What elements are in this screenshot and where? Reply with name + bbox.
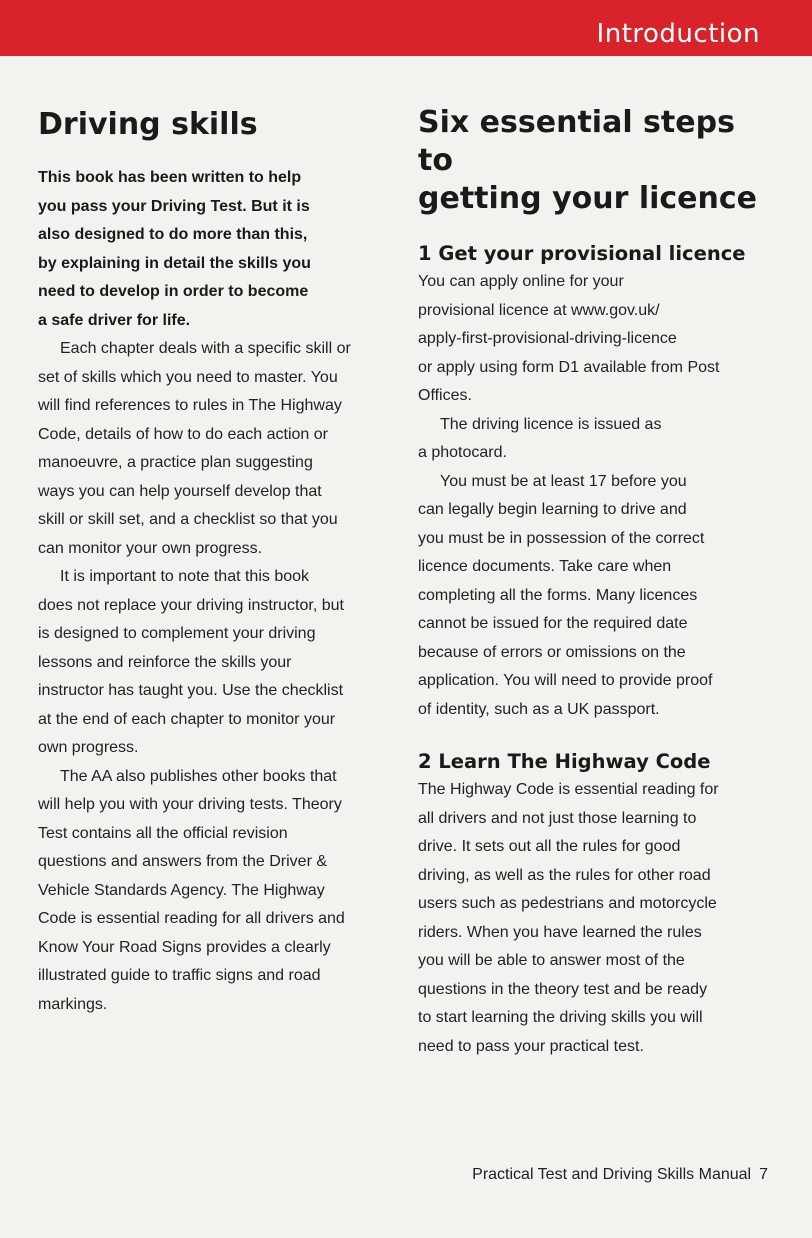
left-column: [38, 106, 390, 1019]
text-line: users such as pedestrians and motorcycle: [418, 895, 717, 912]
text-line: can monitor your own progress.: [38, 539, 263, 557]
text-line: instructor has taught you. Use the checklist: [38, 682, 344, 699]
text-line: is designed to complement your driving: [38, 625, 316, 642]
text-line: illustrated guide to traffic signs and road: [38, 967, 321, 984]
text-line: can legally begin learning to drive and: [418, 501, 687, 518]
text-line: also designed to do more than this,: [38, 226, 308, 243]
page-footer: [472, 1166, 768, 1184]
paragraph: [38, 335, 390, 563]
paragraph: [418, 411, 770, 468]
text-line: lessons and reinforce the skills your: [38, 653, 292, 671]
text-line: riders. When you have learned the rules: [418, 923, 702, 941]
paragraph: [418, 268, 770, 411]
text-line: Six essential steps to: [418, 105, 735, 178]
text-line: You must be at least 17 before you: [440, 472, 687, 490]
text-line: set of skills which you need to master. You: [38, 368, 338, 386]
text-line: a safe driver for life.: [38, 311, 191, 329]
text-line: Offices.: [418, 387, 472, 404]
intro-lead: [38, 164, 390, 335]
text-line: a photocard.: [418, 444, 507, 461]
text-line: Test contains all the official revision: [38, 824, 288, 842]
text-line: questions in the theory test and be ready: [418, 980, 708, 998]
text-line: You can apply online for your: [418, 273, 624, 290]
text-line: skill or skill set, and a checklist so that you: [38, 511, 338, 528]
paragraph: [38, 563, 390, 763]
text-line: cannot be issued for the required date: [418, 615, 688, 632]
text-line: questions and answers from the Driver &: [38, 853, 328, 870]
text-line: of identity, such as a UK passport.: [418, 700, 660, 718]
paragraph: [418, 776, 770, 1061]
text-line: own progress.: [38, 739, 139, 756]
text-line: apply-first-provisional-driving-licence: [418, 330, 677, 347]
text-line: The driving licence is issued as: [440, 415, 662, 433]
text-line: will find references to rules in The Highway: [38, 397, 342, 414]
page-heading: Driving skills: [38, 107, 258, 142]
header-band: [0, 0, 812, 56]
text-line: Code is essential reading for all drivers and: [38, 910, 345, 927]
text-line: drive. It sets out all the rules for good: [418, 838, 681, 855]
steps-heading: [418, 104, 770, 218]
text-line: Each chapter deals with a specific skill or: [60, 340, 351, 357]
text-line: markings.: [38, 995, 108, 1013]
text-line: It is important to note that this book: [60, 568, 310, 585]
text-line: ways you can help yourself develop that: [38, 482, 322, 500]
text-line: will help you with your driving tests. Theory: [38, 796, 342, 813]
text-line: Vehicle Standards Agency. The Highway: [38, 881, 325, 899]
text-line: application. You will need to provide proof: [418, 672, 713, 689]
text-line: need to develop in order to become: [38, 283, 309, 300]
text-line: you will be able to answer most of the: [418, 952, 685, 969]
book-title: Practical Test and Driving Skills Manual: [472, 1166, 752, 1183]
text-line: need to pass your practical test.: [418, 1037, 644, 1055]
text-line: driving, as well as the rules for other road: [418, 866, 711, 884]
text-line: The Highway Code is essential reading for: [418, 781, 719, 798]
text-line: or apply using form D1 available from Post: [418, 358, 720, 376]
text-line: licence documents. Take care when: [418, 558, 672, 575]
text-line: by explaining in detail the skills you: [38, 254, 311, 272]
text-line: Code, details of how to do each action or: [38, 425, 328, 443]
section-title: Introduction: [596, 19, 760, 49]
text-line: to start learning the driving skills you will: [418, 1009, 703, 1026]
text-line: because of errors or omissions on the: [418, 643, 686, 661]
step1-title: 1 Get your provisional licence: [418, 242, 746, 265]
text-line: getting your licence: [418, 181, 758, 216]
text-line: you must be in possession of the correct: [418, 529, 705, 547]
paragraph: [418, 468, 770, 725]
text-line: at the end of each chapter to monitor your: [38, 710, 336, 728]
text-line: The AA also publishes other books that: [60, 767, 337, 785]
page-number: 7: [759, 1166, 768, 1183]
text-line: completing all the forms. Many licences: [418, 586, 698, 604]
text-line: This book has been written to help: [38, 169, 302, 186]
text-line: manoeuvre, a practice plan suggesting: [38, 454, 313, 471]
step2-title: 2 Learn The Highway Code: [418, 750, 711, 773]
right-column: [418, 104, 770, 1061]
text-line: provisional licence at www.gov.uk/: [418, 301, 660, 319]
text-line: does not replace your driving instructor, but: [38, 596, 344, 614]
text-line: Know Your Road Signs provides a clearly: [38, 938, 331, 956]
paragraph: [38, 763, 390, 1020]
text-line: all drivers and not just those learning to: [418, 809, 697, 827]
text-line: you pass your Driving Test. But it is: [38, 197, 310, 215]
